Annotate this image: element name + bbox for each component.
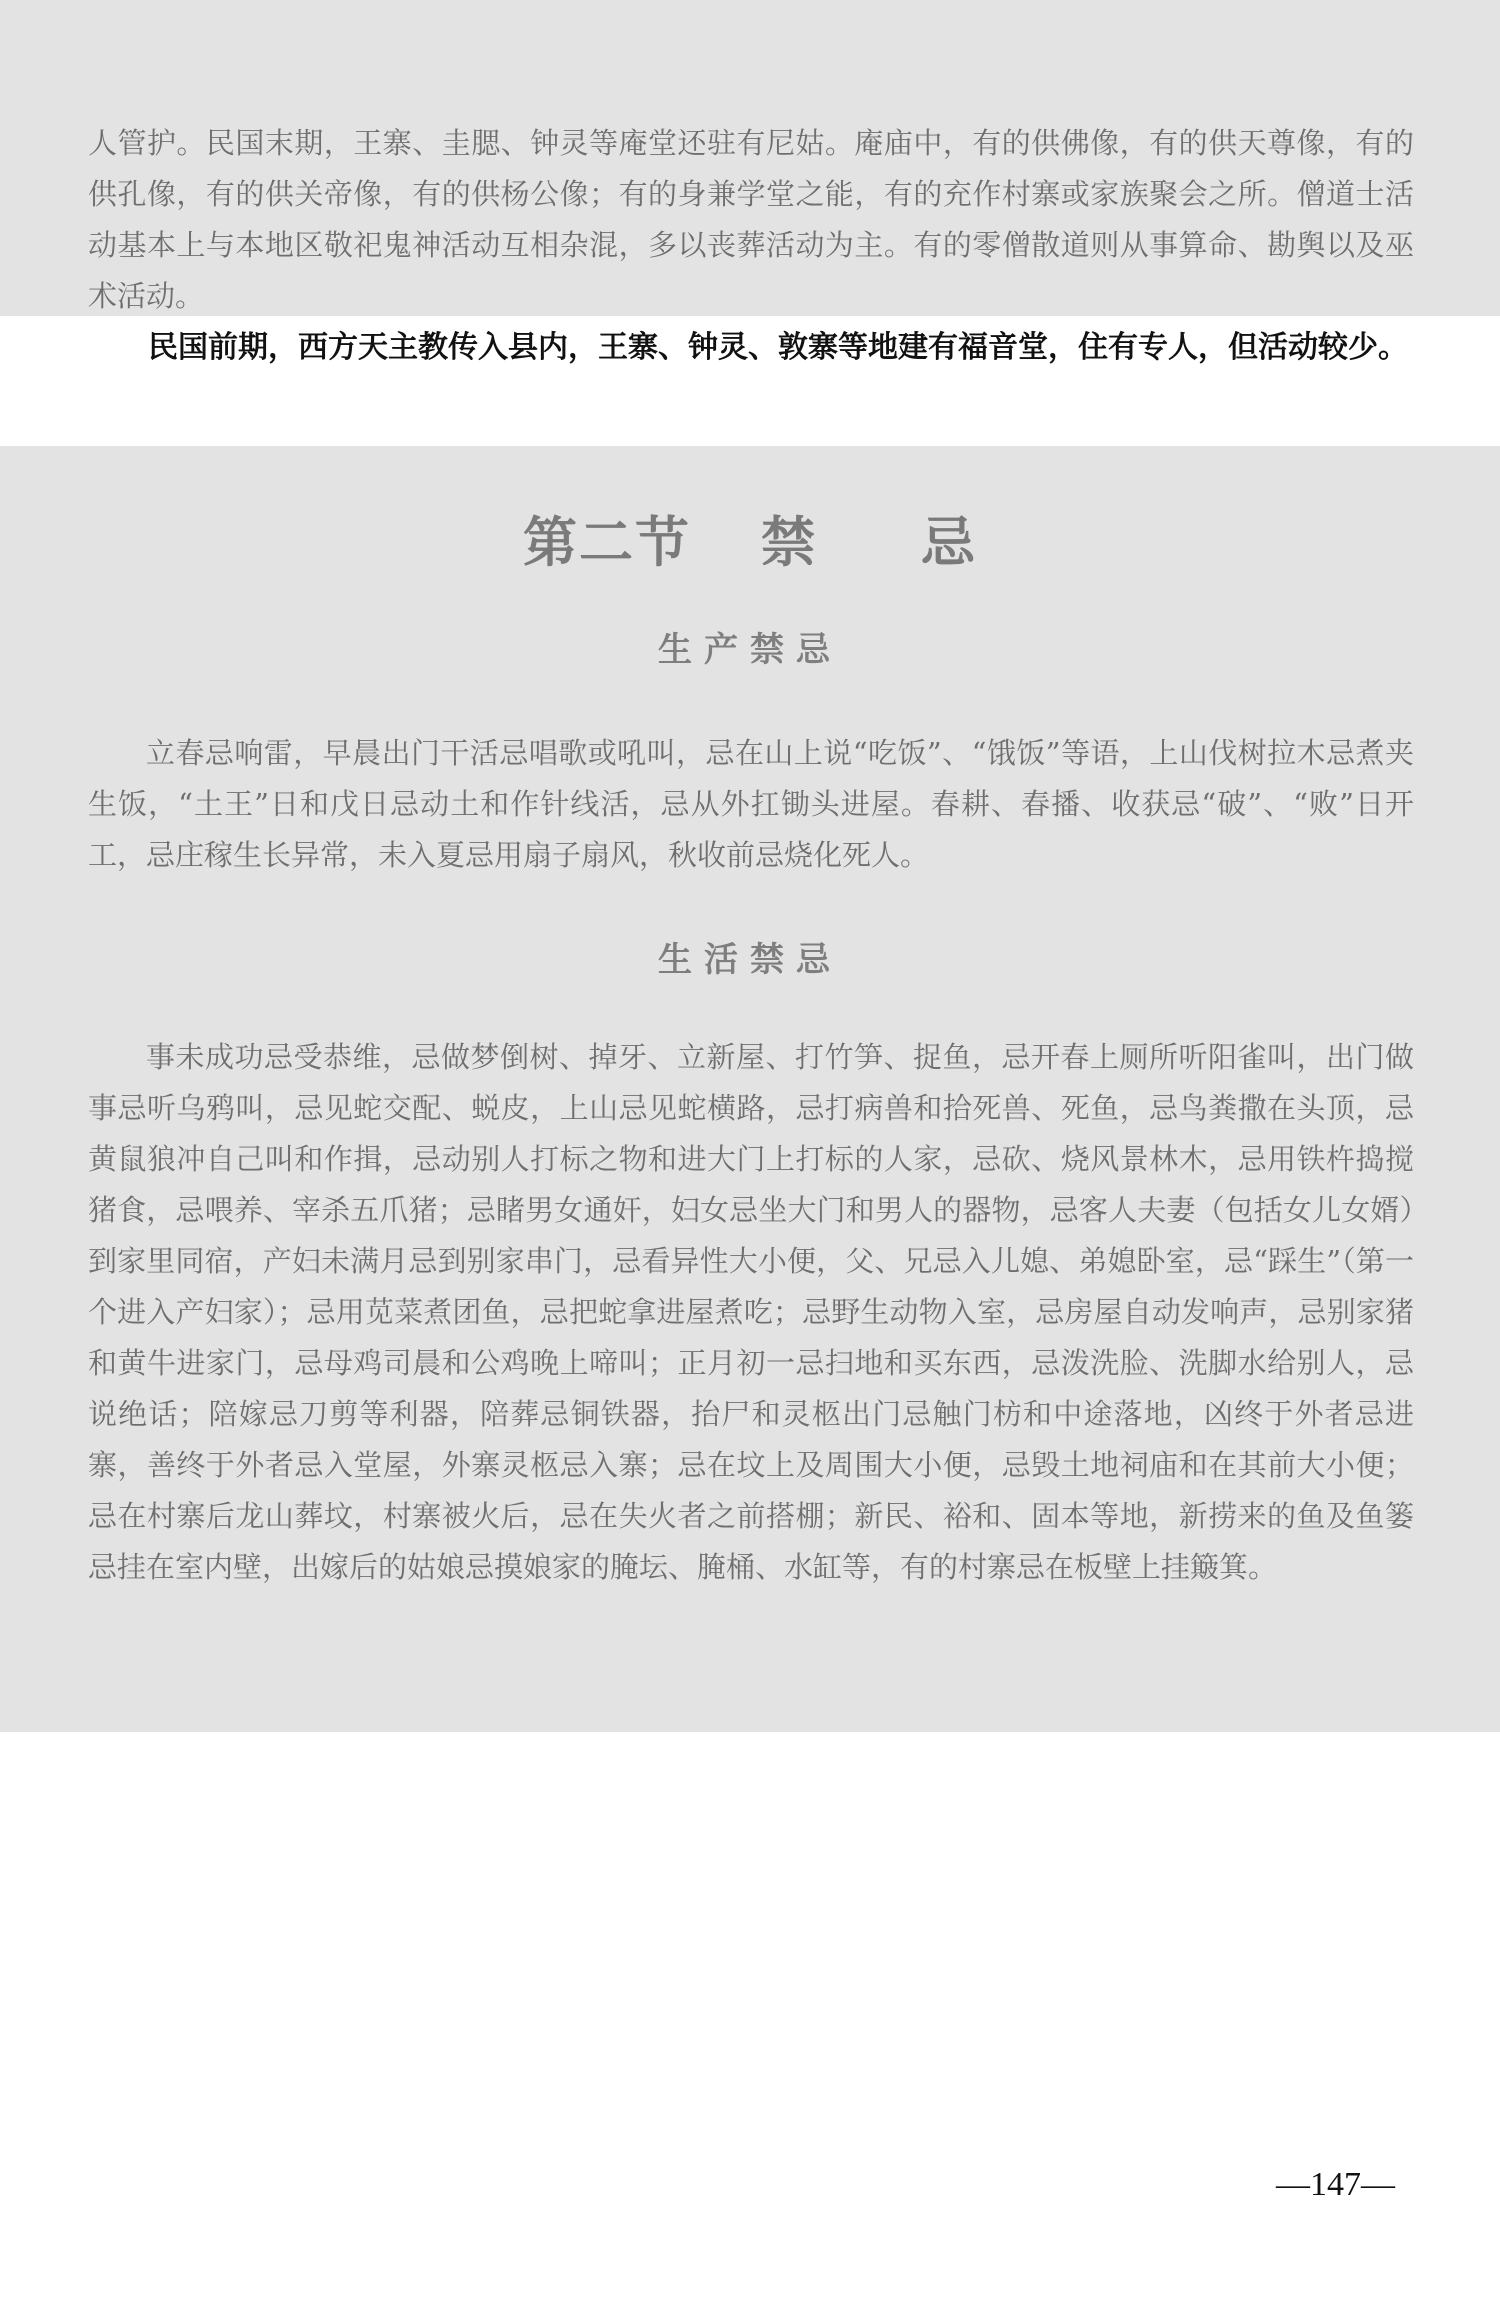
- page-number: —147—: [1276, 2166, 1395, 2203]
- section-title-char-1: 禁: [761, 510, 817, 574]
- section-title-number: 第二节: [523, 510, 691, 574]
- paragraph-life-taboos: 事未成功忌受恭维，忌做梦倒树、掉牙、立新屋、打竹笋、捉鱼，忌开春上厕所听阳雀叫，出门做事忌听乌鸦叫，忌见蛇交配、蜕皮，上山忌见蛇横路，忌打病兽和拾死兽、死鱼，忌鸟粪撒在头顶，忌黄鼠狼冲自己叫和作揖，忌动别人打标之物和进大门上打标的人家，忌砍、烧风景林木，忌用铁杵捣搅猪食，忌喂养、宰杀五爪猪；忌睹男女通奸，妇女忌坐大门和男人的器物，忌客人夫妻（包括女儿女婿）到家里同宿，产妇未满月忌到别家串门，忌看异性大小便，父、兄忌入儿媳、弟媳卧室，忌“踩生”（第一个进入产妇家）；忌用苋菜煮团鱼，忌把蛇拿进屋煮吃；忌野生动物入室，忌房屋自动发响声，忌别家猪和黄牛进家门，忌母鸡司晨和公鸡晚上啼叫；正月初一忌扫地和买东西，忌泼洗脸、洗脚水给别人，忌说绝话；陪嫁忌刀剪等利器，陪葬忌铜铁器，抬尸和灵柩出门忌触门枋和中途落地，凶终于外者忌进寨，善终于外者忌入堂屋，外寨灵柩忌入寨；忌在坟上及周围大小便，忌毁土地祠庙和在其前大小便；忌在村寨后龙山葬坟，村寨被火后，忌在失火者之前搭棚；新民、裕和、固本等地，新捞来的鱼及鱼篓忌挂在室内壁，出嫁后的姑娘忌摸娘家的腌坛、腌桶、水缸等，有的村寨忌在板壁上挂簸箕。: [88, 1040, 1414, 1584]
- paragraph-production-taboos: 立春忌响雷，早晨出门干活忌唱歌或吼叫，忌在山上说“吃饭”、“饿饭”等语，上山伐树拉木忌煮夹生饭，“土王”日和戊日忌动土和作针线活，忌从外扛锄头进屋。春耕、春播、收获忌“破”、“败”日开工，忌庄稼生长异常，未入夏忌用扇子扇风，秋收前忌烧化死人。: [88, 736, 1414, 872]
- paragraph-continued: 人管护。民国末期，王寨、圭腮、钟灵等庵堂还驻有尼姑。庵庙中，有的供佛像，有的供天尊像，有的供孔像，有的供关帝像，有的供杨公像；有的身兼学堂之能，有的充作村寨或家族聚会之所。僧道士活动基本上与本地区敬祀鬼神活动互相杂混，多以丧葬活动为主。有的零僧散道则从事算命、勘舆以及巫术活动。: [88, 126, 1414, 313]
- subheading-production-taboos: 生产禁忌: [658, 630, 842, 670]
- paragraph-highlighted: 民国前期，西方天主教传入县内，王寨、钟灵、敦寨等地建有福音堂，住有专人，但活动较少。: [148, 330, 1408, 365]
- subheading-life-taboos: 生活禁忌: [658, 940, 842, 980]
- section-title: [0, 500, 1500, 577]
- section-title-char-2: 忌: [921, 510, 977, 574]
